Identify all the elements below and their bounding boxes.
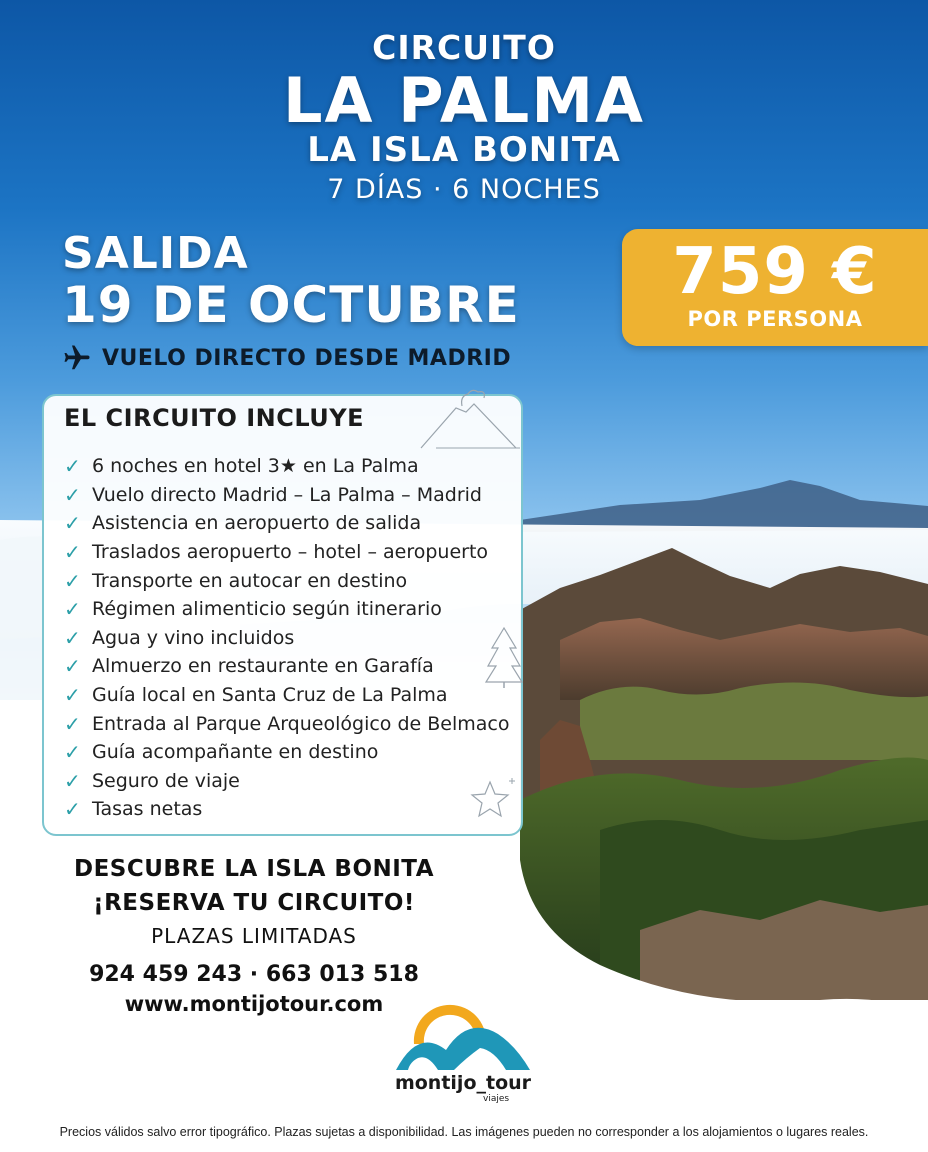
list-item-label: Entrada al Parque Arqueológico de Belmaco bbox=[92, 712, 510, 735]
check-icon: ✓ bbox=[64, 768, 81, 793]
check-icon: ✓ bbox=[64, 683, 81, 708]
list-item bbox=[64, 509, 509, 538]
brand-name: montijo_tour bbox=[394, 1072, 532, 1094]
list-item-label: Tasas netas bbox=[92, 798, 203, 821]
departure-label: SALIDA bbox=[62, 228, 249, 279]
contact-phones: 924 459 243 · 663 013 518 bbox=[89, 962, 419, 987]
check-icon: ✓ bbox=[64, 482, 81, 507]
check-icon: ✓ bbox=[64, 797, 81, 822]
list-item-label: Almuerzo en restaurante en Garafía bbox=[92, 655, 434, 678]
check-icon: ✓ bbox=[64, 654, 81, 679]
list-item-label: Guía acompañante en destino bbox=[92, 741, 379, 764]
list-item bbox=[64, 481, 509, 510]
cta-headline: DESCUBRE LA ISLA BONITA bbox=[73, 856, 435, 882]
list-item bbox=[64, 595, 509, 624]
list-item bbox=[64, 795, 509, 824]
price-badge bbox=[622, 229, 928, 346]
list-item-label: Agua y vino incluidos bbox=[92, 626, 295, 649]
company-logo bbox=[388, 998, 538, 1110]
destination-title: LA PALMA bbox=[283, 64, 645, 137]
cta-booking: ¡RESERVA TU CIRCUITO! bbox=[93, 890, 415, 916]
list-item-label: Seguro de viaje bbox=[92, 769, 240, 792]
includes-box bbox=[42, 394, 523, 836]
destination-subtitle: LA ISLA BONITA bbox=[307, 130, 621, 170]
check-icon: ✓ bbox=[64, 568, 81, 593]
contact-website: www.montijotour.com bbox=[124, 992, 384, 1016]
list-item bbox=[64, 681, 509, 710]
airplane-icon bbox=[62, 343, 92, 373]
logo-mark-icon bbox=[388, 998, 538, 1078]
cta-limited: PLAZAS LIMITADAS bbox=[151, 924, 357, 948]
check-icon: ✓ bbox=[64, 740, 81, 765]
list-item-label: Vuelo directo Madrid – La Palma – Madrid bbox=[92, 483, 482, 506]
brand-subtitle: viajes bbox=[483, 1094, 510, 1104]
list-item-label: Traslados aeropuerto – hotel – aeropuerto bbox=[92, 541, 489, 564]
list-item bbox=[64, 738, 509, 767]
check-icon: ✓ bbox=[64, 597, 81, 622]
list-item bbox=[64, 538, 509, 567]
check-icon: ✓ bbox=[64, 711, 81, 736]
list-item-label: Régimen alimenticio según itinerario bbox=[92, 598, 442, 621]
check-icon: ✓ bbox=[64, 540, 81, 565]
legal-disclaimer: Precios válidos salvo error tipográfico. Plazas sujetas a disponibilidad. Las imágenes pueden no corresponder a los alojamientos o lugares reales. bbox=[59, 1125, 869, 1139]
check-icon: ✓ bbox=[64, 511, 81, 536]
departure-date: 19 DE OCTUBRE bbox=[62, 276, 520, 334]
duration-label: 7 DÍAS · 6 NOCHES bbox=[327, 174, 601, 205]
includes-list bbox=[64, 452, 509, 824]
list-item-label: Transporte en autocar en destino bbox=[92, 569, 408, 592]
list-item bbox=[64, 624, 509, 653]
flight-text: VUELO DIRECTO DESDE MADRID bbox=[102, 345, 512, 371]
list-item bbox=[64, 566, 509, 595]
list-item bbox=[64, 767, 509, 796]
check-icon: ✓ bbox=[64, 625, 81, 650]
flight-info bbox=[62, 340, 511, 376]
circuit-label: CIRCUITO bbox=[372, 28, 556, 67]
list-item bbox=[64, 452, 509, 481]
includes-title: EL CIRCUITO INCLUYE bbox=[64, 404, 365, 432]
list-item-label: Asistencia en aeropuerto de salida bbox=[92, 512, 422, 535]
check-icon: ✓ bbox=[64, 454, 81, 479]
price-amount: 759 € bbox=[672, 235, 878, 309]
price-per-person: POR PERSONA bbox=[687, 307, 863, 331]
list-item-label: 6 noches en hotel 3★ en La Palma bbox=[92, 455, 419, 478]
list-item bbox=[64, 709, 509, 738]
list-item-label: Guía local en Santa Cruz de La Palma bbox=[92, 684, 448, 707]
volcano-doodle-icon bbox=[416, 386, 526, 456]
list-item bbox=[64, 652, 509, 681]
